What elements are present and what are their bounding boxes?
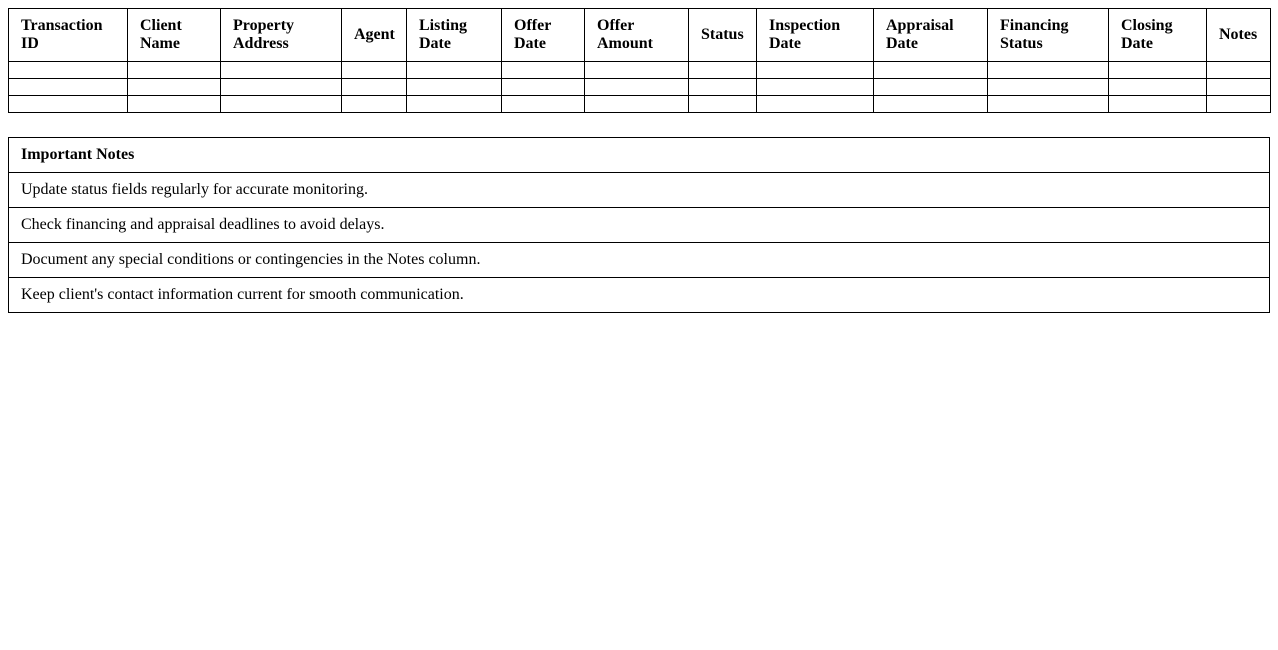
transaction-tracker-table <box>8 8 1271 113</box>
table-cell[interactable] <box>757 62 874 79</box>
list-item <box>9 243 1270 278</box>
table-cell[interactable] <box>407 62 502 79</box>
table-cell[interactable] <box>9 79 128 96</box>
column-header-offer-amount: Offer Amount <box>585 9 689 62</box>
notes-title: Important Notes <box>9 138 1270 173</box>
table-cell[interactable] <box>342 79 407 96</box>
column-header-offer-date: Offer Date <box>502 9 585 62</box>
table-row <box>9 79 1271 96</box>
table-cell[interactable] <box>874 62 988 79</box>
table-cell[interactable] <box>342 96 407 113</box>
column-header-closing-date: Closing Date <box>1109 9 1207 62</box>
table-cell[interactable] <box>874 79 988 96</box>
table-cell[interactable] <box>221 62 342 79</box>
table-cell[interactable] <box>502 96 585 113</box>
table-cell[interactable] <box>1109 96 1207 113</box>
list-item <box>9 208 1270 243</box>
table-cell[interactable] <box>9 96 128 113</box>
table-cell[interactable] <box>988 79 1109 96</box>
table-cell[interactable] <box>689 79 757 96</box>
table-cell[interactable] <box>128 62 221 79</box>
table-cell[interactable] <box>988 96 1109 113</box>
table-cell[interactable] <box>988 62 1109 79</box>
table-cell[interactable] <box>1109 62 1207 79</box>
table-cell[interactable] <box>221 96 342 113</box>
important-notes-table <box>8 137 1270 313</box>
table-cell[interactable] <box>502 79 585 96</box>
table-row <box>9 62 1271 79</box>
table-cell[interactable] <box>502 62 585 79</box>
table-header-row <box>9 9 1271 62</box>
column-header-inspection-date: Inspection Date <box>757 9 874 62</box>
note-text: Check financing and appraisal deadlines to avoid delays. <box>9 208 1270 243</box>
table-cell[interactable] <box>128 79 221 96</box>
list-item <box>9 173 1270 208</box>
note-text: Document any special conditions or contingencies in the Notes column. <box>9 243 1270 278</box>
column-header-financing-status: Financing Status <box>988 9 1109 62</box>
list-item <box>9 278 1270 313</box>
table-cell[interactable] <box>1207 96 1271 113</box>
table-cell[interactable] <box>342 62 407 79</box>
column-header-notes: Notes <box>1207 9 1271 62</box>
note-text: Keep client's contact information current for smooth communication. <box>9 278 1270 313</box>
column-header-listing-date: Listing Date <box>407 9 502 62</box>
note-text: Update status fields regularly for accurate monitoring. <box>9 173 1270 208</box>
table-cell[interactable] <box>585 96 689 113</box>
column-header-status: Status <box>689 9 757 62</box>
table-cell[interactable] <box>1109 79 1207 96</box>
column-header-client-name: Client Name <box>128 9 221 62</box>
table-cell[interactable] <box>757 96 874 113</box>
table-cell[interactable] <box>128 96 221 113</box>
column-header-agent: Agent <box>342 9 407 62</box>
table-row <box>9 96 1271 113</box>
table-cell[interactable] <box>1207 79 1271 96</box>
table-cell[interactable] <box>689 62 757 79</box>
table-cell[interactable] <box>407 79 502 96</box>
table-cell[interactable] <box>407 96 502 113</box>
notes-header-row <box>9 138 1270 173</box>
table-cell[interactable] <box>585 79 689 96</box>
table-cell[interactable] <box>9 62 128 79</box>
table-cell[interactable] <box>757 79 874 96</box>
table-cell[interactable] <box>689 96 757 113</box>
page <box>0 0 1278 313</box>
column-header-appraisal-date: Appraisal Date <box>874 9 988 62</box>
table-cell[interactable] <box>585 62 689 79</box>
table-cell[interactable] <box>221 79 342 96</box>
column-header-transaction-id: Transaction ID <box>9 9 128 62</box>
table-cell[interactable] <box>1207 62 1271 79</box>
column-header-property-address: Property Address <box>221 9 342 62</box>
table-cell[interactable] <box>874 96 988 113</box>
